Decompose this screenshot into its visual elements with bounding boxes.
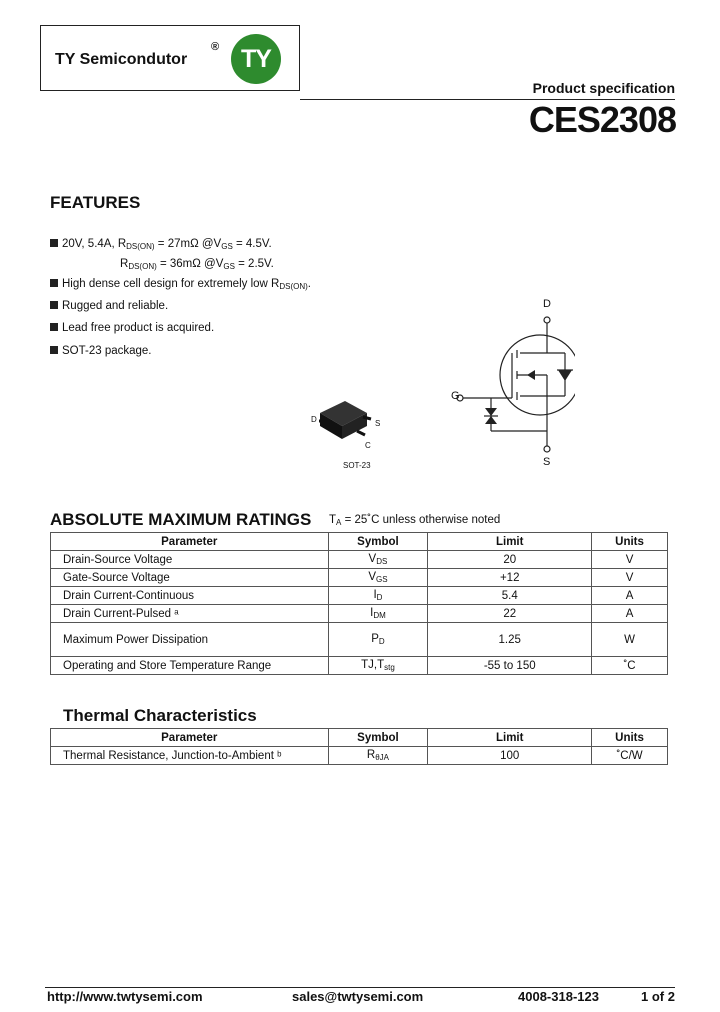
table-row: Drain Current-Pulsed ᵃ $I_{DM}$ 22 A [51,605,668,623]
registered-mark: ® [211,41,220,53]
header-units: Units [592,533,668,551]
email-link[interactable]: sales@twtysemi.com [292,989,424,1004]
header-parameter: Parameter [51,729,329,747]
mosfet-schematic [445,298,575,473]
bullet-icon [50,279,58,287]
table-header-row [51,729,668,747]
header-parameter: Parameter [51,533,329,551]
header-units: Units [592,729,668,747]
feature-item-continued: $R_{DS(ON)} = 36m\Omega$ $@V_{GS} = 2.5V$. [120,258,274,271]
feature-item: 20V, 5.4A, $R_{DS(ON)} = 27m\Omega$ $@V_{GS} = 4.5V$. [50,238,272,251]
table-row: Gate-Source Voltage $V_{GS}$ +12 V [51,569,668,587]
table-row: Thermal Resistance, Junction-to-Ambient ᵇ $R_{\theta JA}$ 100 ˚C/W [51,747,668,765]
website-link[interactable]: http://www.twtysemi.com [47,989,203,1004]
table-row: Operating and Store Temperature Range $TJ,T_{stg}$ -55 to 150 ˚C [51,657,668,675]
logo-mark: TY [231,34,281,84]
bullet-icon [50,323,58,331]
feature-item: SOT-23 package. [50,345,152,357]
header-limit: Limit [428,533,592,551]
header-symbol: Symbol [328,533,428,551]
pin-c-label: C [365,441,371,450]
logo-text: TY Semicondutor [55,51,188,68]
feature-item: Lead free product is acquired. [50,322,214,334]
table-header-row [51,533,668,551]
abs-max-title: ABSOLUTE MAXIMUM RATINGS [50,510,312,529]
sot23-package-figure [305,395,395,475]
feature-item: Rugged and reliable. [50,300,168,312]
header-symbol: Symbol [328,729,428,747]
part-number: CES2308 [528,99,676,140]
pin-s-label: S [375,419,381,428]
bullet-icon [50,301,58,309]
abs-max-table [50,532,668,675]
header-limit: Limit [428,729,592,747]
product-spec-label: Product specification [532,80,675,96]
thermal-title: Thermal Characteristics [63,706,257,725]
table-row: Maximum Power Dissipation $P_D$ 1.25 W [51,623,668,657]
gate-label: G [451,390,460,402]
feature-item: High dense cell design for extremely low $R_{DS(ON)}$. [50,278,311,291]
company-logo [40,25,300,91]
table-row: Drain-Source Voltage $V_{DS}$ 20 V [51,551,668,569]
abs-max-note: $T_A$ = 25˚C unless otherwise noted [329,514,501,527]
table-row: Drain Current-Continuous $I_D$ 5.4 A [51,587,668,605]
source-label: S [543,456,551,468]
features-title: FEATURES [50,193,141,212]
bullet-icon [50,346,58,354]
phone-number: 4008-318-123 [518,989,599,1004]
footer-rule [45,987,675,988]
pin-d-label: D [311,415,317,424]
bullet-icon [50,239,58,247]
page-number: 1 of 2 [641,989,675,1004]
package-label: SOT-23 [343,461,371,470]
n-channel-mosfet-symbol-icon [445,298,575,473]
drain-label: D [543,298,551,310]
thermal-table [50,728,668,765]
